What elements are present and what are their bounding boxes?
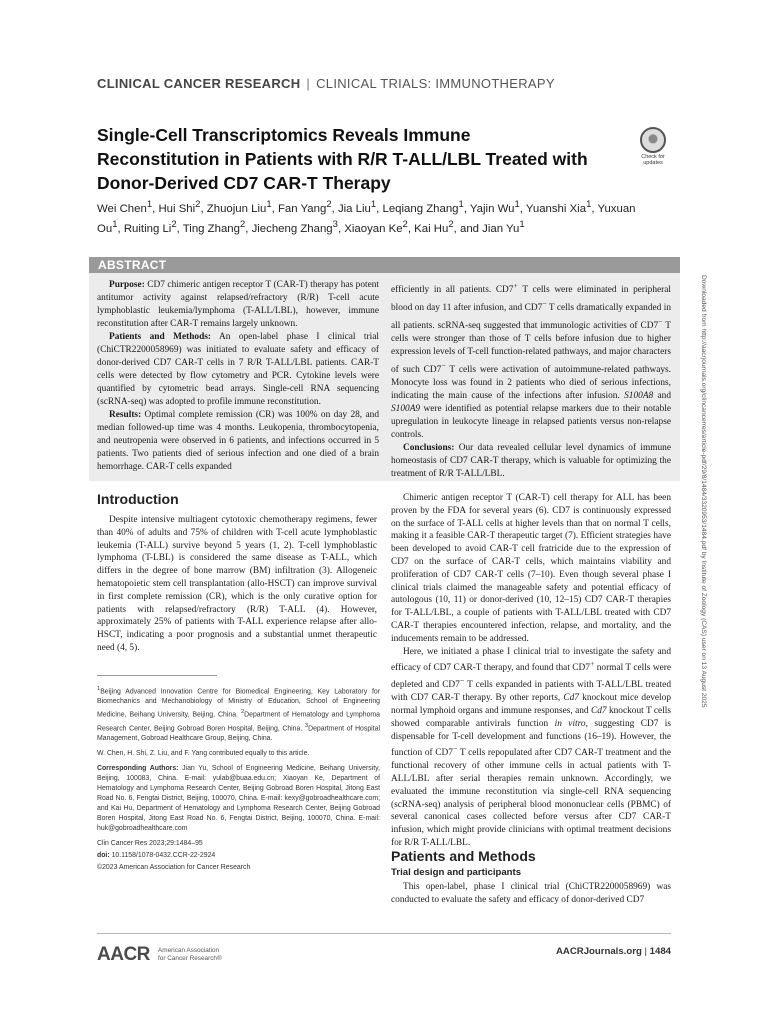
footnote-rule: [97, 675, 217, 676]
author-list: Wei Chen$^1$, Hui Shi$^2$, Zhuojun Liu$^1$, Fan Yang$^2$, Jia Liu$^1$, Leqiang Zhang$^1$, Yajin Wu$^1$, Yuanshi Xia$^1$, Yuxuan Ou$^1$, Ruiting Li$^2$, Ting Zhang$^2$, Jiecheng Zhang$^3$, Xiaoyan Ke$^2$, Kai Hu$^2$, and Jian Yu$^1$: [97, 199, 636, 235]
header-separator: |: [306, 76, 311, 91]
page-number: 1484: [649, 946, 671, 957]
doi: doi: 10.1158/1078-0432.CCR-22-2924: [97, 851, 216, 859]
patients-methods-body: This open-label, phase I clinical trial (ChiCTR2200058969) was conducted to evaluate the safety and efficacy of donor-derived CD7: [391, 882, 671, 905]
aacr-org-name: American Association for Cancer Research®: [158, 947, 222, 962]
footer-separator: |: [644, 946, 647, 957]
article-title: Single-Cell Transcriptomics Reveals Immune Reconstitution in Patients with R/R T-ALL/LBL Treated with Donor-Derived CD7 CAR-T Therapy: [97, 125, 588, 193]
journal-section: CLINICAL TRIALS: IMMUNOTHERAPY: [316, 76, 555, 91]
journal-name: CLINICAL CANCER RESEARCH: [97, 76, 301, 91]
citation: Clin Cancer Res 2023;29:1484–95: [97, 839, 203, 847]
introduction-body: Despite intensive multiagent cytotoxic chemotherapy regimens, fewer than 40% of adults and 75% of children with T-cell acute lymphoblastic leukemia (T-ALL) survive beyond 5 years (1, 2). T-cell lymphoblastic lymphoma (T-LBL) is considered the same disease as T-ALL, which differs in the degree of bone marrow (BM) infiltration (3). Allogeneic hematopoietic stem cell transplantation (allo-HSCT) can improve survival in first complete remission (CR), which is the only curative option for patients with relapsed/refractory (R/R) T-ALL (4). However, approximately 25% of patients with T-ALL experience relapse after allo-HSCT, indicating a poor prognosis and a substantial unmet therapeutic need (4, 5).: [97, 515, 377, 653]
check-updates-icon: [640, 127, 666, 153]
corresponding-authors: Corresponding Authors: Jian Yu, School of Engineering Medicine, Beihang University, Beijing, 100083, China. E-mail: yulab@buaa.edu.cn; Xiaoyan Ke, Department of Hematology and Lymphoma Research Center, Beijing Gobroad Boren Hospital, Jitong East Road No. 6, Fengtai District, Beijing, 100070, China. E-mail: kexy@gobroadhealthcare.com; and Kai Hu, Department of Hematology and Lymphoma Research Center, Beijing Gobroad Boren Hospital, Jitong East Road No. 6, Fengtai District, Beijing, 100070, China. E-mail: huk@gobroadhealthcare.com: [97, 764, 381, 832]
footer-rule: [97, 933, 671, 934]
abstract-heading-band: [89, 257, 680, 273]
equal-contribution: W. Chen, H. Shi, Z. Liu, and F. Yang contributed equally to this article.: [97, 749, 310, 757]
journal-header: [97, 76, 555, 91]
trial-design-subheading: Trial design and participants: [391, 867, 522, 878]
journal-site-link[interactable]: AACRJournals.org: [555, 946, 642, 957]
patients-methods-heading: Patients and Methods: [391, 848, 536, 864]
check-for-updates-badge[interactable]: [638, 127, 668, 166]
footer-site: [520, 946, 671, 957]
abstract-right-column: efficiently in all patients. CD7+ T cells were eliminated in peripheral blood on day 11 after infusion, and CD7− T cells dramatically expanded in all patients. scRNA-seq suggested that immunologic activities of CD7− T cells were stronger than those of T cells before infusion due to higher expression levels of T-cell function-related pathways, and major characters of such CD7− T cells were activation of autoimmune-related pathways. Monocyte loss was found in 2 patients who died of serious infections, indicating the main cause of the infections after infusion. S100A8 and S100A9 were identified as potential relapse markers due to their notable upregulation in leukocyte lineage in relapsed patients versus non-relapse controls. Conclusions: Our data revealed cellular level dynamics of immune homeostasis of CD7 CAR-T therapy, which is valuable for optimizing the treatment of R/R T-ALL/LBL.: [391, 281, 672, 480]
aacr-logo[interactable]: [97, 944, 257, 968]
introduction-heading: Introduction: [97, 491, 179, 507]
doi-link[interactable]: 10.1158/1078-0432.CCR-22-2924: [111, 851, 216, 859]
copyright: ©2023 American Association for Cancer Research: [97, 863, 251, 871]
download-note: [697, 275, 707, 1015]
aacr-logo-mark: AACR: [97, 944, 150, 965]
footnotes: [97, 684, 380, 878]
affiliations: $^1$Beijing Advanced Innovation Centre for Biomedical Engineering, Key Laboratory for Biomechanics and Mechanobiology of Ministry of Education, School of Engineering Medicine, Beihang University, Beijing, China. $^2$Department of Hematology and Lymphoma Research Center, Beijing Gobroad Boren Hospital, Beijing, China. $^3$Department of Hospital Management, Gobroad Healthcare Group, Beijing, China.: [97, 686, 380, 742]
right-column-body: Chimeric antigen receptor T (CAR-T) cell therapy for ALL has been proven by the FDA for several years (6). CD7 is continuously expressed on the surface of T-ALL cells at higher levels than that on normal T cells, making it a feasible CAR-T therapeutic target (7). Efficient strategies have been developed to avoid CAR-T cell fratricide due to the expression of CD7 on the surface of CAR-T cells, which maintains viability and proliferation of CD7 CAR-T cells (7–10). Even though several phase I clinical trials claimed the manageable safety and potential efficacy of autologous (10, 11) or donor-derived (10, 12–15) CD7 CAR-T therapies for T-ALL/LBL, a couple of patients with T-ALL/LBL treated with CD7 CAR-T therapies encountered infection, relapse, and mortality, and the inducements remain to be addressed. Here, we initiated a phase I clinical trial to investigate the safety and efficacy of CD7 CAR-T therapy, and found that CD7+ normal T cells were depleted and CD7− T cells expanded in patients with T-ALL/LBL treated with CD7 CAR-T therapy. By other reports, Cd7 knockout mice develop normal lymphoid organs and immune responses, and Cd7 knockout T cells showed comparable antivirals function in vitro, suggesting CD7 is dispensable for T-cell development and functions (16–19). However, the function of CD7− T cells repopulated after CD7 CAR-T treatment and the functional recovery of other immune cells in actual patients with T-ALL/LBL after serial therapies remain unknown. Accordingly, we evaluated the immune reconstitution via single-cell RNA sequencing (scRNA-seq) analysis of peripheral blood mononuclear cells (PBMC) of several canonical cases collected before versus after CD7 CAR-T infusion, which might provide clinicians with optimal treatment decisions for R/R T-ALL/LBL.: [391, 493, 672, 849]
abstract-heading: ABSTRACT: [98, 258, 167, 272]
download-note-text: Downloaded from http://aacrjournals.org/clincancerres/article-pdf/29/8/1484/3320953/1484.pdf by Institute of Zoology (CAS) user on 13 August 2025: [700, 275, 707, 708]
abstract-left-column: Purpose: CD7 chimeric antigen receptor T (CAR-T) therapy has potent antitumor activity against relapsed/refractory (R/R) T-cell acute lymphoblastic leukemia/lymphoma (T-ALL/LBL), however, immune reconstitution after CAR-T remains largely unknown. Patients and Methods: An open-label phase I clinical trial (ChiCTR2200058969) was initiated to evaluate safety and efficacy of donor-derived CD7 CAR-T cells in 7 R/R T-ALL/LBL patients. CAR-T cells were detected by flow cytometry and PCR. Cytokine levels were quantified by cytometric bead arrays. Single-cell RNA sequencing (scRNA-seq) was adopted to profile immune reconstitution. Results: Optimal complete remission (CR) was 100% on day 28, and median followed-up time was 4 months. Leukopenia, thrombocytopenia, and neutropenia were observed in 6 patients, and infections occurred in 5 patients. Two patients died of serious infection and one died of a brain hemorrhage. CAR-T cells expanded: [97, 280, 379, 472]
badge-label: Check for updates: [641, 154, 665, 166]
